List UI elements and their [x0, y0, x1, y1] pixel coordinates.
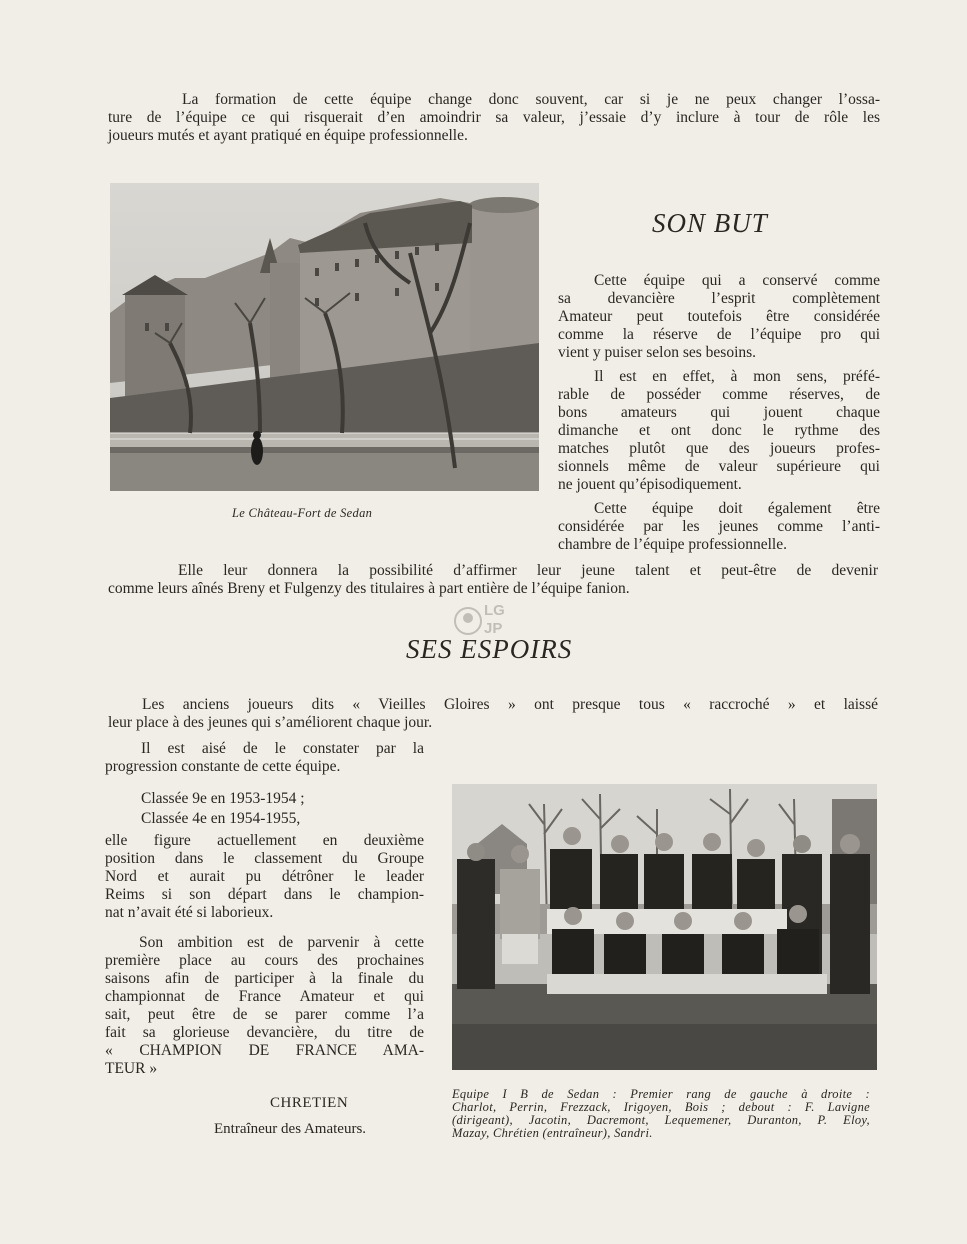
ses-espoirs-paragraph-4	[105, 934, 424, 1078]
text-line: Cette équipe doit également être	[594, 500, 880, 517]
text-line: (dirigeant), Jacotin, Dacremont, Lequemener, Duranton, P. Eloy,	[452, 1113, 870, 1127]
text-line: joueurs mutés et ayant pratiqué en équipe professionnelle.	[108, 127, 468, 144]
text-line: chambre de l’équipe professionnelle.	[558, 536, 787, 553]
text-line: Il est en effet, à mon sens, préfé-	[594, 368, 880, 385]
text-line: Son ambition est de parvenir à cette	[139, 934, 424, 951]
ses-espoirs-paragraph-1	[108, 696, 878, 732]
text-line: progression constante de cette équipe.	[105, 758, 341, 775]
text-line: Equipe I B de Sedan : Premier rang de gauche à droite :	[452, 1087, 870, 1101]
signature-name: CHRETIEN	[270, 1095, 349, 1111]
castle-caption: Le Château-Fort de Sedan	[232, 506, 373, 520]
ses-espoirs-paragraph-3	[105, 832, 424, 922]
text-line: sionnels même de valeur supérieure qui	[558, 458, 880, 475]
son-but-paragraph-4	[108, 562, 878, 598]
ranking-1953: Classée 9e en 1953-1954 ;	[141, 790, 305, 807]
son-but-paragraph-2	[558, 368, 880, 494]
text-line: matches plutôt que des joueurs profes-	[558, 440, 880, 457]
text-line: première place au cours des prochaines	[105, 952, 424, 969]
ses-espoirs-paragraph-2	[105, 740, 424, 776]
text-line: « CHAMPION DE FRANCE AMA-	[105, 1042, 424, 1059]
signature-role: Entraîneur des Amateurs.	[214, 1121, 367, 1137]
watermark-text: LG JP	[484, 602, 505, 637]
text-line: leur place à des jeunes qui s’améliorent chaque jour.	[108, 714, 433, 731]
text-line: championnat de France Amateur et qui	[105, 988, 424, 1005]
text-line: La formation de cette équipe change donc souvent, car si je ne peux changer l’ossa-	[182, 91, 880, 108]
text-line: Il est aisé de le constater par la	[141, 740, 424, 757]
text-line: Les anciens joueurs dits « Vieilles Gloires » ont presque tous « raccroché » et laissé	[142, 696, 878, 713]
text-line: Elle leur donnera la possibilité d’affirmer leur jeune talent et peut-être de devenir	[178, 562, 878, 579]
team-caption	[452, 1088, 870, 1140]
text-line: saisons afin de participer à la finale du	[105, 970, 424, 987]
text-line: Reims si son départ dans le champion-	[105, 886, 424, 903]
text-line: sait, peut être de se parer comme l’a	[105, 1006, 424, 1023]
text-line: Amateur peut toutefois être considérée	[558, 308, 880, 325]
text-line: elle figure actuellement en deuxième	[105, 832, 424, 849]
text-line: considérée par les jeunes comme l’anti-	[558, 518, 880, 535]
text-line: fait sa glorieuse devancière, du titre de	[105, 1024, 424, 1041]
intro-paragraph	[108, 91, 880, 145]
text-line: Mazay, Chrétien (entraîneur), Sandri.	[452, 1126, 653, 1140]
text-line: Charlot, Perrin, Frezzack, Irigoyen, Bois ; debout : F. Lavigne	[452, 1100, 870, 1114]
text-line: comme la réserve de l’équipe pro qui	[558, 326, 880, 343]
text-line: vient y puiser selon ses besoins.	[558, 344, 757, 361]
text-line: position dans le classement du Groupe	[105, 850, 424, 867]
ses-espoirs-title: SES ESPOIRS	[406, 634, 573, 664]
son-but-paragraph-3	[558, 500, 880, 554]
castle-photo	[110, 183, 539, 491]
text-line: Cette équipe qui a conservé comme	[594, 272, 880, 289]
ranking-1954: Classée 4e en 1954-1955,	[141, 810, 301, 827]
text-line: Nord et aurait pu détrôner le leader	[105, 868, 424, 885]
text-line: TEUR »	[105, 1060, 158, 1077]
text-line: bons amateurs qui jouent chaque	[558, 404, 880, 421]
text-line: ture de l’équipe ce qui risquerait d’en amoindrir sa valeur, j’essaie d’y inclure à tour de rôle les	[108, 109, 880, 126]
text-line: sa devancière l’esprit complètement	[558, 290, 880, 307]
text-line: nat n’avait été si laborieux.	[105, 904, 274, 921]
text-line: rable de posséder comme réserves, de	[558, 386, 880, 403]
text-line: ne jouent qu’épisodiquement.	[558, 476, 742, 493]
son-but-paragraph-1	[558, 272, 880, 362]
text-line: dimanche et ont donc le rythme des	[558, 422, 880, 439]
son-but-title: SON BUT	[652, 208, 768, 238]
text-line: comme leurs aînés Breny et Fulgenzy des titulaires à part entière de l’équipe fanion.	[108, 580, 630, 597]
team-photo	[452, 784, 877, 1070]
